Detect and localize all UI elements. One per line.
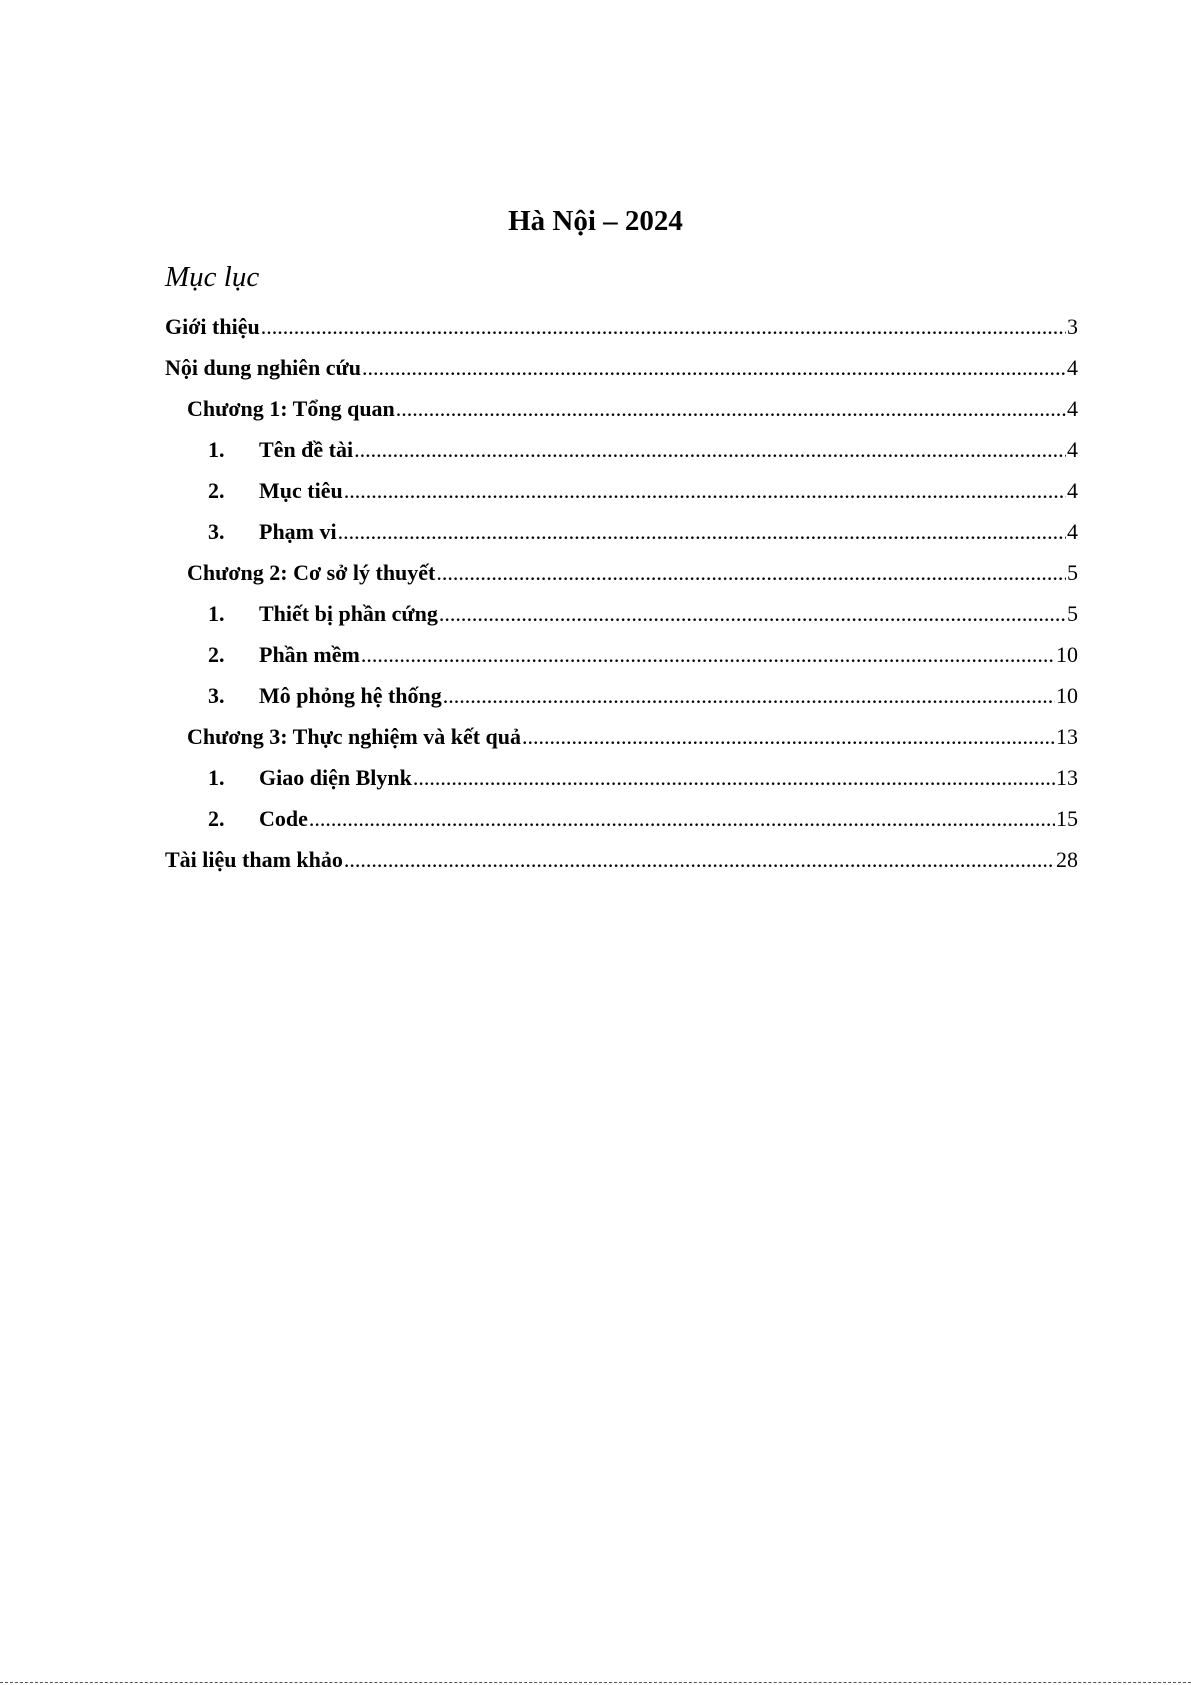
toc-page-number: 13: [1056, 724, 1078, 749]
toc-entry-number: 1.: [208, 437, 225, 462]
toc-entry-code[interactable]: [165, 798, 1078, 839]
toc-entry-title: Thiết bị phần cứng: [259, 601, 438, 626]
toc-dot-leader: [309, 798, 1055, 839]
toc-dot-leader: [261, 306, 1066, 347]
toc-entry-title: Phạm vi: [259, 519, 337, 544]
toc-entry-number: 3.: [208, 683, 225, 708]
toc-entry-title: Tên đề tài: [259, 437, 354, 462]
toc-entry-noi-dung[interactable]: [165, 347, 1078, 388]
toc-page-number: 3: [1067, 314, 1078, 339]
toc-dot-leader: [354, 429, 1066, 470]
toc-dot-leader: [439, 593, 1066, 634]
toc-entry-chuong-2[interactable]: [165, 552, 1078, 593]
toc-entry-title: Mô phỏng hệ thống: [259, 683, 442, 708]
toc-entry-chuong-3[interactable]: [165, 716, 1078, 757]
toc-entry-number: 2.: [208, 806, 225, 831]
toc-page-number: 4: [1067, 519, 1078, 544]
toc-page-number: 28: [1056, 847, 1078, 872]
toc-entry-tai-lieu[interactable]: [165, 839, 1078, 880]
toc-dot-leader: [361, 634, 1055, 675]
toc-entry-mo-phong[interactable]: [165, 675, 1078, 716]
toc-entry-number: 2.: [208, 642, 225, 667]
toc-entry-title: Giao diện Blynk: [259, 765, 412, 790]
toc-entry-title: Chương 1: Tổng quan: [187, 396, 395, 421]
toc-entry-thiet-bi[interactable]: [165, 593, 1078, 634]
toc-entry-gioi-thieu[interactable]: [165, 306, 1078, 347]
toc-page-number: 10: [1056, 683, 1078, 708]
toc-page-number: 5: [1067, 560, 1078, 585]
toc-entry-number: 1.: [208, 765, 225, 790]
toc-page-number: 13: [1056, 765, 1078, 790]
page-bottom-rule: [0, 1682, 1191, 1683]
toc-heading: Mục lục: [165, 261, 260, 293]
toc-dot-leader: [344, 470, 1066, 511]
toc-page-number: 4: [1067, 396, 1078, 421]
toc-entry-number: 3.: [208, 519, 225, 544]
toc-dot-leader: [436, 552, 1066, 593]
toc-dot-leader: [443, 675, 1055, 716]
toc-entry-muc-tieu[interactable]: [165, 470, 1078, 511]
toc-entry-number: 2.: [208, 478, 225, 503]
toc-dot-leader: [338, 511, 1066, 552]
toc-entry-title: Tài liệu tham khảo: [165, 847, 343, 872]
toc-dot-leader: [344, 839, 1055, 880]
toc-entry-title: Giới thiệu: [165, 314, 260, 339]
toc-page-number: 10: [1056, 642, 1078, 667]
toc-entry-phan-mem[interactable]: [165, 634, 1078, 675]
toc-entry-title: Nội dung nghiên cứu: [165, 355, 361, 380]
toc-page-number: 4: [1067, 437, 1078, 462]
toc-entry-chuong-1[interactable]: [165, 388, 1078, 429]
toc-entry-pham-vi[interactable]: [165, 511, 1078, 552]
toc-entry-title: Mục tiêu: [259, 478, 343, 503]
toc-page-number: 15: [1056, 806, 1078, 831]
toc-page-number: 4: [1067, 355, 1078, 380]
table-of-contents: [165, 306, 1078, 880]
toc-dot-leader: [362, 347, 1066, 388]
toc-entry-title: Chương 2: Cơ sở lý thuyết: [187, 560, 436, 585]
toc-entry-title: Phần mềm: [259, 642, 360, 667]
toc-dot-leader: [413, 757, 1055, 798]
toc-page-number: 4: [1067, 478, 1078, 503]
toc-entry-title: Chương 3: Thực nghiệm và kết quả: [187, 724, 522, 749]
toc-entry-title: Code: [259, 806, 308, 831]
toc-dot-leader: [522, 716, 1055, 757]
toc-dot-leader: [396, 388, 1066, 429]
place-year-title: Hà Nội – 2024: [508, 205, 683, 237]
toc-page-number: 5: [1067, 601, 1078, 626]
toc-entry-giao-dien-blynk[interactable]: [165, 757, 1078, 798]
toc-entry-ten-de-tai[interactable]: [165, 429, 1078, 470]
toc-entry-number: 1.: [208, 601, 225, 626]
